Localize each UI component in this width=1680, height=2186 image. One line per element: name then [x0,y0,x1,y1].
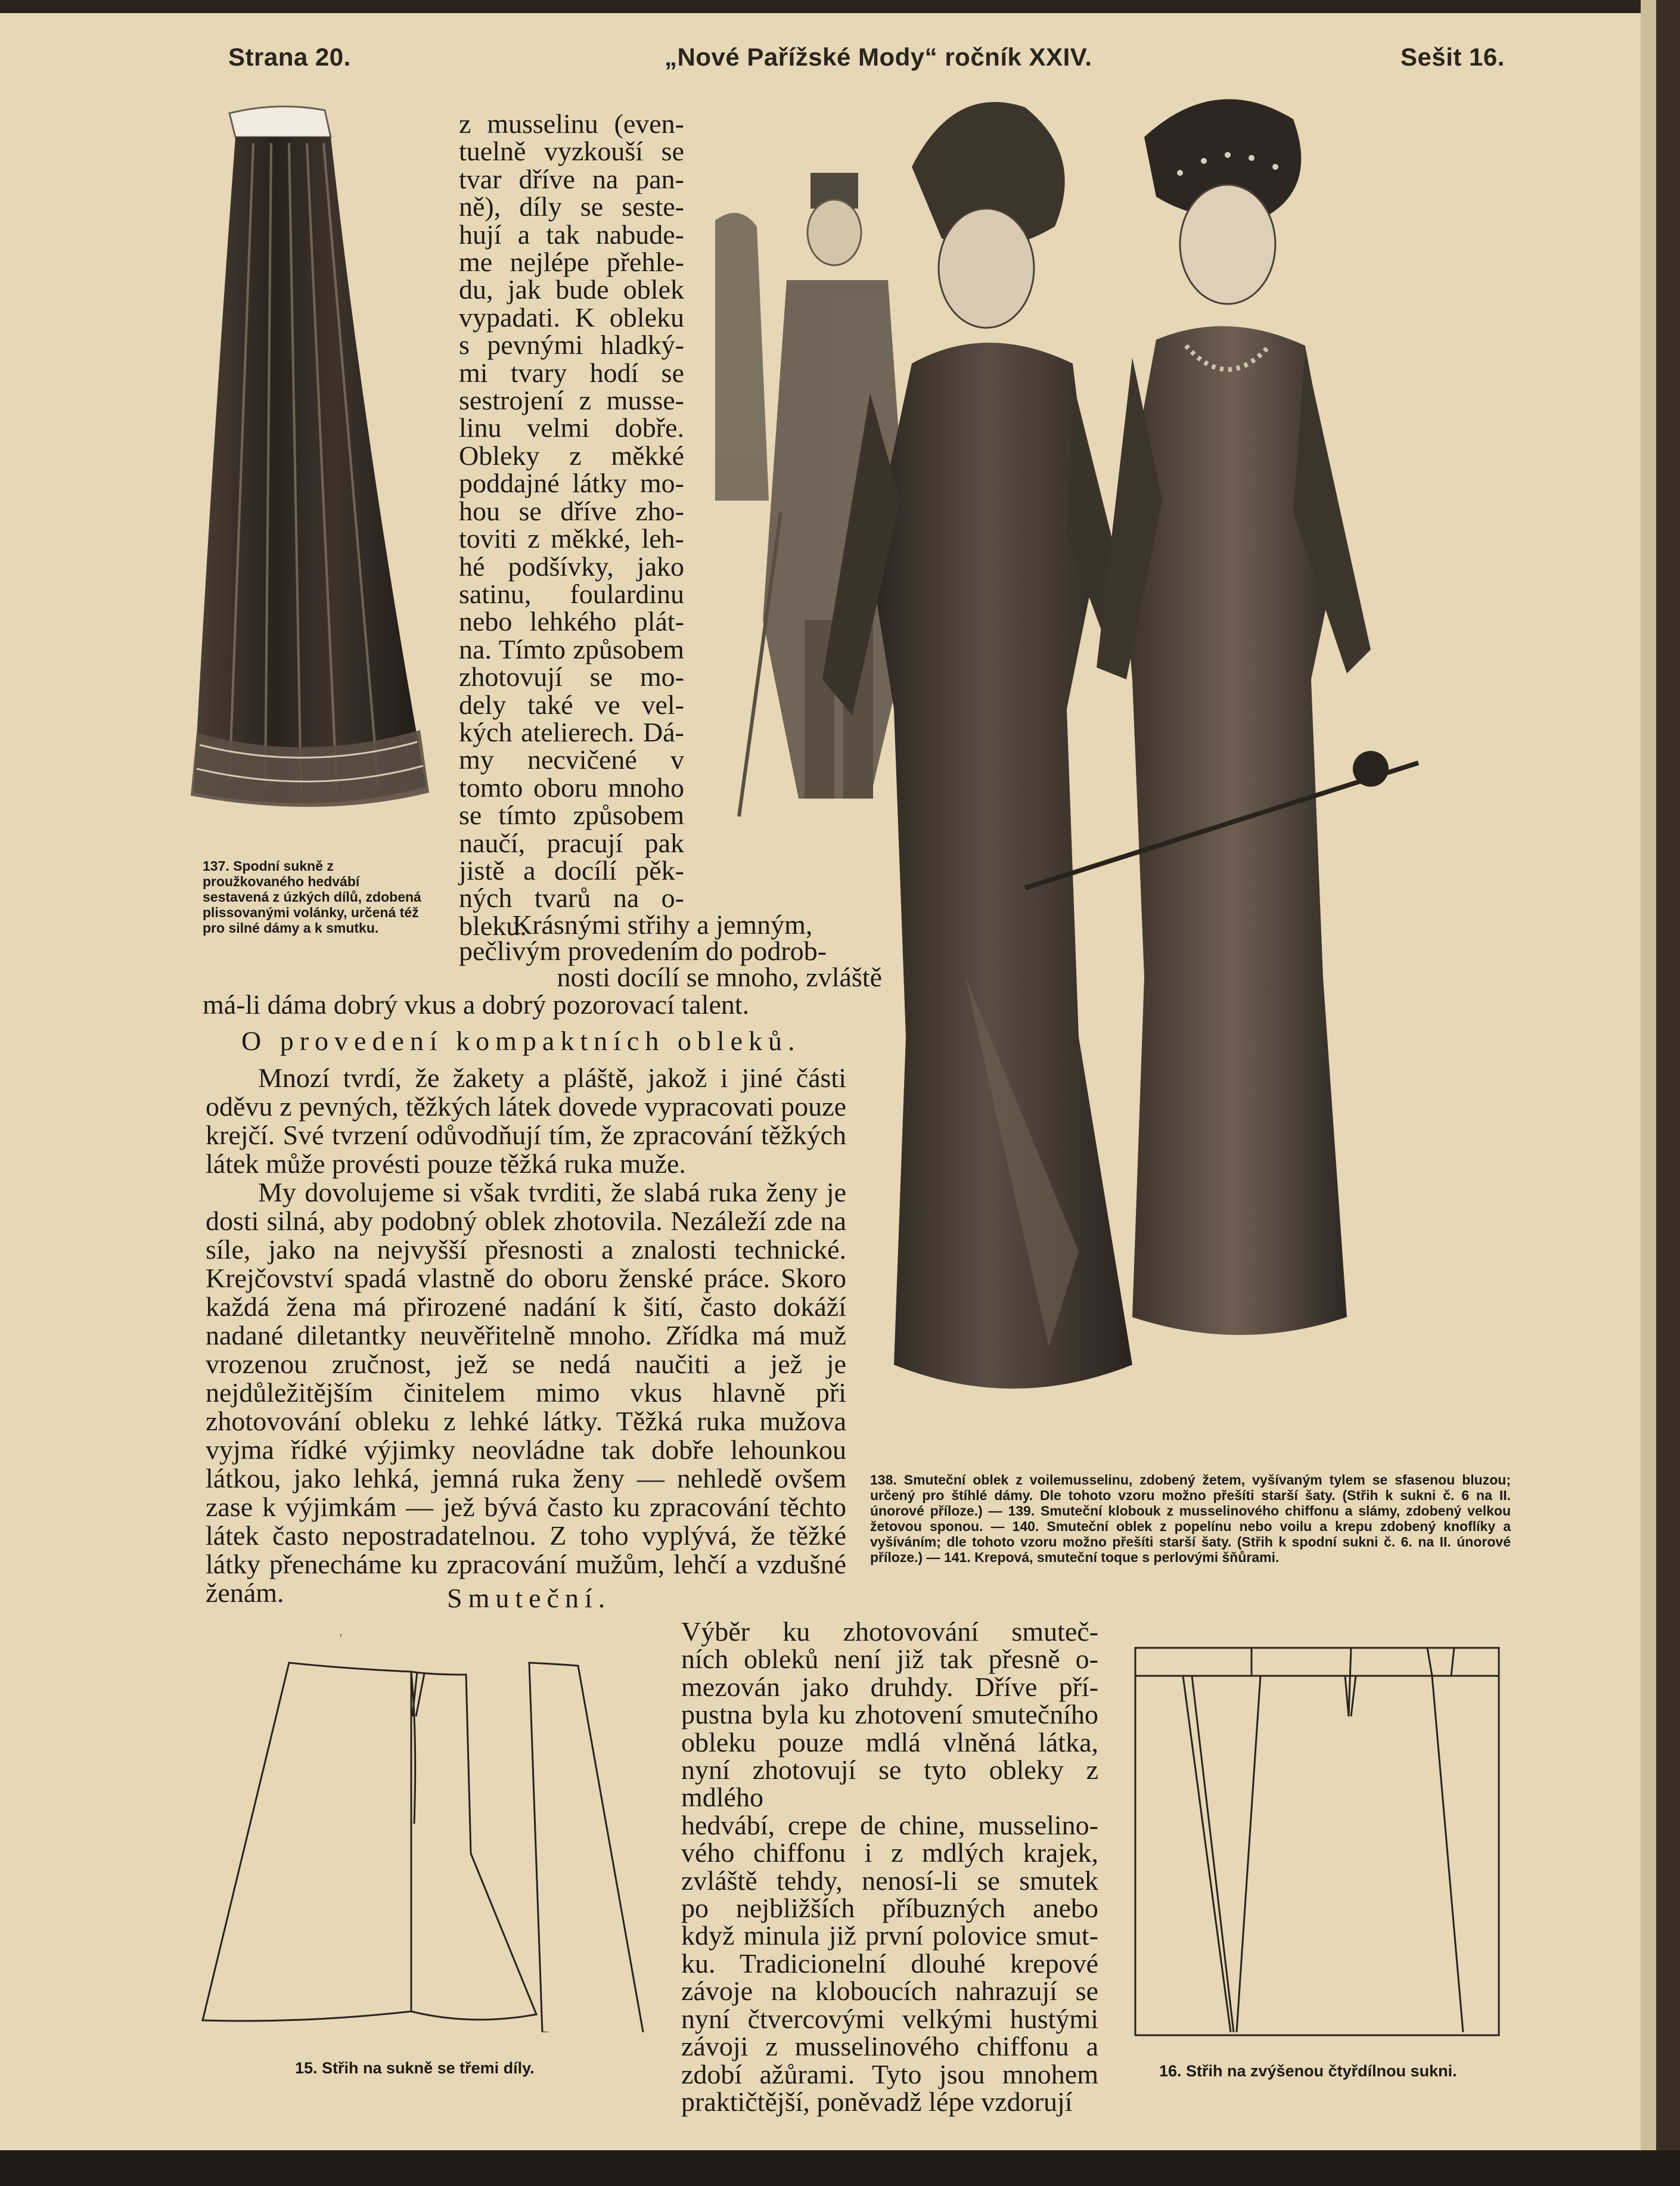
smutecni-line-16: zdobí ažůrami. Tyto jsou mnohem [681,2058,1098,2089]
cont-line-3: nosti docílí se mnoho, zvláště [557,962,882,992]
narrow-line-9: s pevnými hladký- [459,330,684,361]
page-top-edge [0,0,1680,13]
full-width-line: má-li dáma dobrý vkus a dobrý pozorovací talent. [203,989,750,1020]
smutecni-line-4: pustna byla ku zhotovení smutečního [681,1699,1098,1730]
narrow-line-5: hují a tak nabude- [459,219,684,250]
narrow-line-8: vypadati. K obleku [459,302,684,333]
section-smutecni-body [681,1618,1098,2116]
caption-138-141: 138. Smuteční oblek z voilemusselinu, zdobený žetem, vyšívaným tylem se sfasenou bluzou; určený pro štíhlé dámy. Dle tohoto vzoru možno přešíti starší šaty. (Střih k sukni č. 6 na II. únorové příloze.) — 139. Smuteční klobouk z musselinového chiffonu a slámy, zdobený velkou žetovou sponou. — 140. Smuteční oblek z popelínu nebo voilu a krepu zdobený knoflíky a vyšíváním; dle tohoto vzoru možno přešíti starší šaty. (Střih k spodní sukni č. 6. na II. únorové příloze.) — 141. Krepová, smuteční toque s perlovými šňůrami. [870,1472,1511,1565]
narrow-line-7: du, jak bude oblek [459,274,684,305]
narrow-line-28: jistě a docílí pěk- [459,855,684,886]
narrow-line-2: tuelně vyzkouší se [459,136,684,167]
smutecni-line-14: nyní čtvercovými velkými hustými [681,2003,1098,2034]
narrow-line-19: nebo lehkého plát- [459,606,684,637]
paragraph-2: My dovolujeme si však tvrditi, že slabá ruka ženy je dosti silná, aby podobný oblek zhotovila. Nezáleží zde na síle, jako na nejvyšší přesnosti a znalosti technické. Krejčovství spadá vlastně do oboru ženské práce. Skoro každá žena má přirozené nadání k šití, často dokáží nadané diletantky neuvěřitelně mnoho. Zřídka má muž vrozenou zručnost, jež se nedá naučiti a jež je nejdůležitějším činitelem mimo vkus hlavně při zhotovování obleku z lehké látky. Těžká ruka mužova vyjma řídké výjimky neovládne tak dobře lehounkou látkou, jako lehká, jemná ruka ženy — nehledě ovšem zase k výjimkám — jež bývá často ku zpracování těchto látek často nepostradatelnou. Z toho vyplývá, že těžké látky přenecháme ku zpracování mužům, lehčí a vzdušné ženám. [206,1177,846,1608]
page-number: Strana 20. [228,43,351,71]
narrow-line-12: linu velmi dobře. [459,412,684,443]
narrow-line-4: ně), díly se seste- [459,191,684,222]
narrow-line-16: toviti z měkké, leh- [459,523,684,554]
narrow-line-17: hé podšívky, jako [459,551,684,582]
narrow-line-18: satinu, foulardinu [459,578,684,609]
smutecni-line-7: hedvábí, crepe de chine, musselino- [681,1809,1098,1840]
smutecni-line-10: po nejbližších příbuzných anebo [681,1893,1098,1924]
narrow-line-1: z musselinu (even- [459,108,684,139]
pattern-16-four-panel-skirt [1129,1645,1511,2044]
svg-text:': ' [340,1632,342,1645]
narrow-line-3: tvar dříve na pan- [459,163,684,194]
issue-number: Sešit 16. [1400,43,1505,71]
narrow-line-24: my necvičené v [459,744,684,775]
narrow-line-30: bleku. [459,910,527,941]
paragraph-1: Mnozí tvrdí, že žakety a pláště, jakož i jiné části oděvu z pevných, těžkých látek dovede vypracovati pouze krejčí. Své tvrzení odůvodňují tím, že zpracování těžkých látek může provésti pouze těžká ruka muže. [206,1063,846,1179]
mourning-dresses-illustration [715,83,1549,1454]
narrow-line-22: dely také ve vel- [459,689,684,720]
section-heading-smutecni: Smuteční. [447,1583,611,1613]
section-heading-kompaktni: O provedení kompaktních obleků. [241,1026,801,1056]
caption-137: 137. Spodní sukně z proužkovaného hedvábí sestavená z úzkých dílů, zdobená plissovanými volánky, určená též pro silné dámy a k smutku. [203,858,421,936]
narrow-line-14: poddajné látky mo- [459,468,684,499]
narrow-line-21: zhotovují se mo- [459,662,684,693]
smutecni-line-3: mezován jako druhdy. Dříve pří- [681,1671,1098,1702]
smutecni-line-6: nyní zhotovují se tyto obleky z mdlého [681,1755,1098,1813]
narrow-line-13: Obleky z měkké [459,440,684,471]
narrow-line-11: sestrojení z musse- [459,385,684,416]
smutecni-line-15: závoji z musselinového chiffonu a [681,2031,1098,2062]
petticoat-illustration [188,101,438,828]
smutecni-line-9: zvláště tehdy, nenosí-li se smutek [681,1865,1098,1896]
narrow-line-29: ných tvarů na o- [459,883,684,914]
narrow-line-10: mi tvary hodí se [459,357,684,388]
cont-line-1: Krásnými střihy a jemným, [513,909,813,940]
cont-line-2: pečlivým provedením do podrob- [459,936,827,966]
narrow-text-column [459,110,684,940]
smutecni-line-17: praktičtější, poněvadž lépe vzdorují [681,2086,1073,2117]
smutecni-line-2: ních obleků není již tak přesně o- [681,1644,1098,1675]
narrow-line-26: se tímto způsobem [459,800,684,831]
smutecni-line-12: ku. Tradicionelní dlouhé krepové [681,1948,1098,1979]
page-right-edge [1656,0,1680,2186]
figure-16-caption: 16. Střih na zvýšenou čtyřdílnou sukni. [1159,2062,1457,2080]
narrow-line-25: tomto oboru mnoho [459,772,684,803]
page-bottom-edge [0,2150,1680,2186]
page-binding-shadow [1641,0,1656,2186]
smutecni-line-13: závoje na kloboucích nahrazují se [681,1976,1098,2007]
narrow-line-23: kých atelierech. Dá- [459,716,684,747]
smutecni-line-8: vého chiffonu i z mdlých krajek, [681,1837,1098,1868]
magazine-title: „Nové Pařížské Mody“ ročník XXIV. [664,43,1092,71]
smutecni-line-11: když minula již první polovice smut- [681,1920,1098,1951]
narrow-line-20: na. Tímto způsobem [459,634,684,665]
figure-15-caption: 15. Střih na sukně se třemi díly. [295,2059,535,2077]
narrow-line-6: me nejlépe přehle- [459,247,684,278]
smutecni-line-1: Výběr ku zhotovování smuteč- [681,1616,1098,1647]
pattern-15-three-panel-skirt [191,1627,662,2032]
narrow-line-15: hou se dříve zho- [459,495,684,526]
narrow-line-27: naučí, pracují pak [459,827,684,858]
smutecni-line-5: obleku pouze mdlá vlněná látka, [681,1727,1098,1758]
